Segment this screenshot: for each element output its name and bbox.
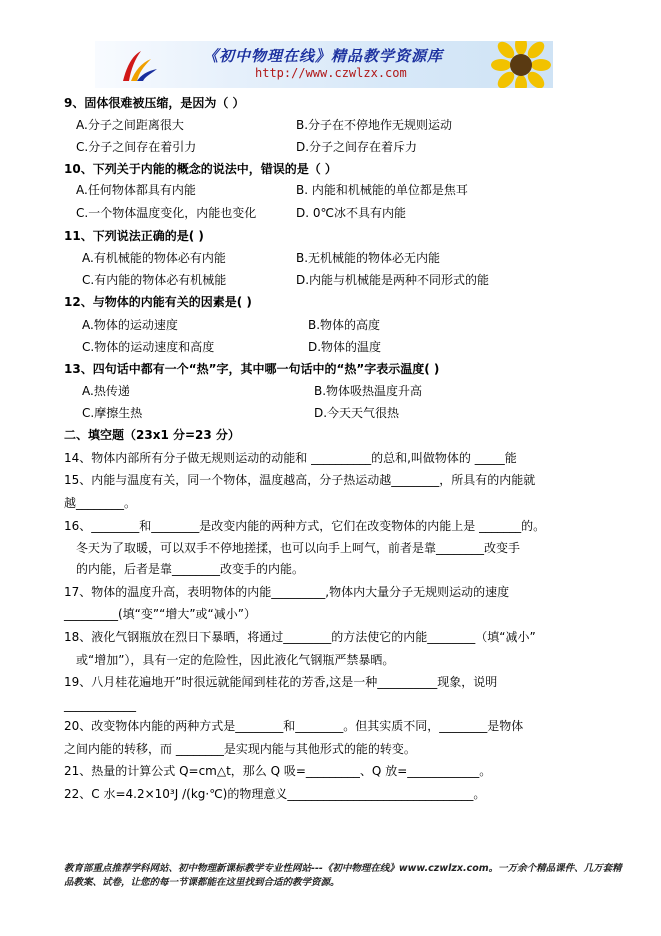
question-10-stem: 10、下列关于内能的概念的说法中，错误的是（ ） bbox=[64, 162, 337, 176]
fill-line-19b: ____________ bbox=[64, 698, 136, 712]
question-9-option-a: A.分子之间距离很大 bbox=[76, 118, 184, 132]
header-banner bbox=[95, 41, 553, 88]
footer-text: 教育部重点推荐学科网站、初中物理新课标教学专业性网站---《初中物理在线》www.czwlzx.com。一万余个精品课件、几万套精品教案、试卷，让您的每一节课都能在这里找到合适的教学资源。 bbox=[64, 863, 622, 888]
question-13-option-a: A.热传递 bbox=[82, 384, 130, 398]
question-10-option-b: B. 内能和机械能的单位都是焦耳 bbox=[296, 183, 468, 197]
section-2-heading: 二、填空题（23x1 分=23 分） bbox=[64, 428, 240, 442]
fill-line-16b: 冬天为了取暖，可以双手不停地搓揉，也可以向手上呵气，前者是靠________改变手 bbox=[76, 541, 521, 555]
logo-icon bbox=[119, 47, 159, 85]
question-9-option-c: C.分子之间存在着引力 bbox=[76, 140, 197, 154]
question-10-option-d: D. 0℃冰不具有内能 bbox=[296, 206, 406, 220]
question-13-option-b: B.物体吸热温度升高 bbox=[314, 384, 423, 398]
fill-line-20b: 之间内能的转移，而 ________是实现内能与其他形式的能的转变。 bbox=[64, 742, 416, 756]
question-10-option-c: C.一个物体温度变化，内能也变化 bbox=[76, 206, 257, 220]
fill-line-17a: 17、物体的温度升高，表明物体的内能_________,物体内大量分子无规则运动的速度 bbox=[64, 585, 510, 599]
question-13-option-d: D.今天天气很热 bbox=[314, 406, 400, 420]
question-9-option-d: D.分子之间存在着斥力 bbox=[296, 140, 418, 154]
fill-line-22: 22、C 水=4.2×10³J /(kg·℃)的物理意义_______________________________。 bbox=[64, 787, 486, 801]
question-11-option-d: D.内能与机械能是两种不同形式的能 bbox=[296, 273, 490, 287]
question-13-option-c: C.摩擦生热 bbox=[82, 406, 143, 420]
question-12-option-d: D.物体的温度 bbox=[308, 340, 382, 354]
fill-line-17b: _________(填“变”“增大”或“减小”） bbox=[64, 607, 256, 621]
question-13-stem: 13、四句话中都有一个“热”字，其中哪一句话中的“热”字表示温度( ) bbox=[64, 362, 440, 376]
question-11-option-c: C.有内能的物体必有机械能 bbox=[82, 273, 227, 287]
fill-line-16c: 的内能，后者是靠________改变手的内能。 bbox=[76, 562, 305, 576]
fill-line-18a: 18、液化气钢瓶放在烈日下暴晒，将通过________的方法使它的内能________（填“减小” bbox=[64, 630, 536, 644]
question-12-option-a: A.物体的运动速度 bbox=[82, 318, 178, 332]
fill-line-21: 21、热量的计算公式 Q=cm△t，那么 Q 吸=_________、Q 放=____________。 bbox=[64, 764, 492, 778]
question-12-stem: 12、与物体的内能有关的因素是( ) bbox=[64, 295, 252, 309]
question-11-stem: 11、下列说法正确的是( ) bbox=[64, 229, 204, 243]
question-11-option-a: A.有机械能的物体必有内能 bbox=[82, 251, 226, 265]
question-9-stem: 9、固体很难被压缩，是因为（ ） bbox=[64, 96, 245, 110]
banner-title: 《初中物理在线》精品教学资源库 bbox=[203, 47, 444, 65]
question-10-option-a: A.任何物体都具有内能 bbox=[76, 183, 196, 197]
sunflower-icon bbox=[489, 41, 553, 88]
banner-url: http://www.czwlzx.com bbox=[255, 66, 407, 80]
fill-line-14: 14、物体内部所有分子做无规则运动的动能和 __________的总和,叫做物体的 _____能 bbox=[64, 451, 517, 465]
fill-line-20a: 20、改变物体内能的两种方式是________和________。但其实质不同，________是物体 bbox=[64, 719, 524, 733]
question-9-option-b: B.分子在不停地作无规则运动 bbox=[296, 118, 453, 132]
fill-line-18b: 或“增加”），具有一定的危险性，因此液化气钢瓶严禁暴晒。 bbox=[76, 653, 395, 667]
fill-line-19a: 19、八月桂花遍地开”时很远就能闻到桂花的芳香,这是一种__________现象，说明 bbox=[64, 675, 498, 689]
question-11-option-b: B.无机械能的物体必无内能 bbox=[296, 251, 441, 265]
fill-line-15b: 越________。 bbox=[64, 496, 137, 510]
fill-line-15a: 15、内能与温度有关，同一个物体，温度越高，分子热运动越________，所具有的内能就 bbox=[64, 473, 536, 487]
question-12-option-b: B.物体的高度 bbox=[308, 318, 381, 332]
question-12-option-c: C.物体的运动速度和高度 bbox=[82, 340, 215, 354]
fill-line-16a: 16、________和________是改变内能的两种方式，它们在改变物体的内能上是 _______的。 bbox=[64, 519, 546, 533]
